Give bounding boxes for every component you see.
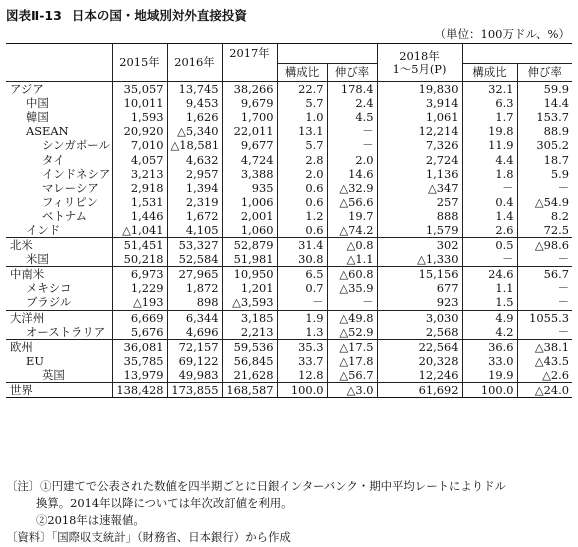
table-row xyxy=(6,124,572,138)
notes xyxy=(6,478,572,546)
cell-g2017: △52.9 xyxy=(327,325,377,340)
table-row xyxy=(6,382,572,397)
row-label: 米国 xyxy=(26,252,49,267)
cell-s2018: － xyxy=(462,181,517,195)
cell-v2018: 1,136 xyxy=(377,167,462,181)
cell-g2017: 2.4 xyxy=(327,96,377,110)
cell-v2017: 1,201 xyxy=(222,281,277,295)
header-2018-blank xyxy=(462,44,517,64)
cell-s2018: － xyxy=(462,252,517,267)
table-row xyxy=(6,354,572,368)
cell-g2018: △54.9 xyxy=(517,195,572,209)
cell-v2017: 10,950 xyxy=(222,267,277,282)
cell-v2018: 677 xyxy=(377,281,462,295)
cell-v2017: △3,593 xyxy=(222,295,277,310)
cell-s2018: 11.9 xyxy=(462,138,517,152)
cell-s2018: 4.4 xyxy=(462,152,517,166)
cell-v2018: 888 xyxy=(377,209,462,223)
header-2017-blank2 xyxy=(327,44,377,64)
table-row xyxy=(6,110,572,124)
cell-v2016: 2,957 xyxy=(167,167,222,181)
cell-v2017: 9,679 xyxy=(222,96,277,110)
cell-s2018: 4.2 xyxy=(462,325,517,340)
cell-s2017: 2.8 xyxy=(277,152,327,166)
header-2015: 2015年 xyxy=(112,44,167,82)
table-row xyxy=(6,82,572,97)
table-row xyxy=(6,138,572,152)
cell-v2015: 5,676 xyxy=(112,325,167,340)
cell-s2018: 2.6 xyxy=(462,223,517,238)
table-row xyxy=(6,252,572,267)
cell-g2017: 14.6 xyxy=(327,167,377,181)
cell-v2018: 2,568 xyxy=(377,325,462,340)
row-label: オーストラリア xyxy=(26,324,106,339)
row-label: 大洋州 xyxy=(6,310,112,325)
cell-s2018: 1.1 xyxy=(462,281,517,295)
cell-v2017: 22,011 xyxy=(222,124,277,138)
cell-g2017: － xyxy=(327,124,377,138)
row-label: タイ xyxy=(42,152,65,167)
cell-g2017: △49.8 xyxy=(327,310,377,325)
row-label: 英国 xyxy=(42,367,65,382)
cell-v2018: 257 xyxy=(377,195,462,209)
cell-v2015: 6,973 xyxy=(112,267,167,282)
cell-s2018: 0.5 xyxy=(462,238,517,253)
cell-v2015: 50,218 xyxy=(112,252,167,267)
cell-g2017: 19.7 xyxy=(327,209,377,223)
cell-v2015: 1,446 xyxy=(112,209,167,223)
cell-g2018: 305.2 xyxy=(517,138,572,152)
cell-v2018: 7,326 xyxy=(377,138,462,152)
cell-v2018: 61,692 xyxy=(377,382,462,397)
row-label: ベトナム xyxy=(42,208,87,223)
note-1-line-2: 換算。2014年以降については年次改訂値を利用。 xyxy=(36,496,293,510)
cell-v2015: 3,213 xyxy=(112,167,167,181)
cell-g2018: 153.7 xyxy=(517,110,572,124)
cell-v2015: 7,010 xyxy=(112,138,167,152)
cell-v2016: △18,581 xyxy=(167,138,222,152)
cell-v2018: 19,830 xyxy=(377,82,462,97)
cell-v2015: 36,081 xyxy=(112,339,167,354)
cell-s2018: 1.5 xyxy=(462,295,517,310)
header-2018-year: 2018年 xyxy=(399,48,440,63)
cell-v2018: 2,724 xyxy=(377,152,462,166)
cell-v2015: 138,428 xyxy=(112,382,167,397)
cell-v2018: 1,061 xyxy=(377,110,462,124)
cell-s2017: 0.6 xyxy=(277,195,327,209)
cell-v2018: 12,246 xyxy=(377,368,462,383)
table-row xyxy=(6,368,572,383)
cell-v2015: 13,979 xyxy=(112,368,167,383)
cell-g2017: △56.6 xyxy=(327,195,377,209)
cell-s2017: 13.1 xyxy=(277,124,327,138)
cell-s2018: 1.8 xyxy=(462,167,517,181)
table-row xyxy=(6,238,572,253)
cell-s2017: 2.0 xyxy=(277,167,327,181)
cell-s2017: － xyxy=(277,295,327,310)
header-2017: 2017年 xyxy=(222,44,277,64)
note-1-line-1: 〔注〕①円建てで公表された数値を四半期ごとに日銀インターバンク・期中平均レートによりドル xyxy=(6,479,506,493)
cell-v2016: 1,626 xyxy=(167,110,222,124)
cell-v2016: 49,983 xyxy=(167,368,222,383)
cell-v2017: 3,388 xyxy=(222,167,277,181)
row-label: インド xyxy=(26,222,61,237)
cell-v2015: 20,920 xyxy=(112,124,167,138)
cell-s2018: 24.6 xyxy=(462,267,517,282)
row-label: 北米 xyxy=(6,238,112,253)
cell-s2017: 1.9 xyxy=(277,310,327,325)
cell-g2018: 14.4 xyxy=(517,96,572,110)
cell-v2016: 1,394 xyxy=(167,181,222,195)
cell-v2018: 1,579 xyxy=(377,223,462,238)
header-growth-2017: 伸び率 xyxy=(327,64,377,82)
cell-v2017: 3,185 xyxy=(222,310,277,325)
cell-g2018: 59.9 xyxy=(517,82,572,97)
row-label: インドネシア xyxy=(42,166,111,181)
cell-g2018: △38.1 xyxy=(517,339,572,354)
cell-s2018: 1.4 xyxy=(462,209,517,223)
cell-v2016: 6,344 xyxy=(167,310,222,325)
cell-v2015: 1,593 xyxy=(112,110,167,124)
row-label: 欧州 xyxy=(6,339,112,354)
cell-v2016: 1,672 xyxy=(167,209,222,223)
cell-g2018: － xyxy=(517,295,572,310)
cell-v2018: △1,330 xyxy=(377,252,462,267)
cell-v2015: 1,531 xyxy=(112,195,167,209)
cell-g2017: 2.0 xyxy=(327,152,377,166)
cell-s2018: 100.0 xyxy=(462,382,517,397)
figure-title-text: 日本の国・地域別対外直接投資 xyxy=(71,8,247,23)
cell-s2018: 19.9 xyxy=(462,368,517,383)
cell-v2015: 2,918 xyxy=(112,181,167,195)
cell-s2018: 32.1 xyxy=(462,82,517,97)
figure-title xyxy=(6,5,247,25)
cell-v2015: 51,451 xyxy=(112,238,167,253)
cell-v2015: 6,669 xyxy=(112,310,167,325)
cell-v2017: 1,700 xyxy=(222,110,277,124)
cell-g2018: △24.0 xyxy=(517,382,572,397)
cell-v2018: 3,914 xyxy=(377,96,462,110)
cell-v2016: 53,327 xyxy=(167,238,222,253)
investment-table xyxy=(6,43,572,398)
header-2017-blank xyxy=(277,44,327,64)
cell-g2018: 72.5 xyxy=(517,223,572,238)
cell-v2016: 13,745 xyxy=(167,82,222,97)
table-row xyxy=(6,195,572,209)
cell-g2017: △74.2 xyxy=(327,223,377,238)
cell-v2016: 27,965 xyxy=(167,267,222,282)
cell-s2017: 6.5 xyxy=(277,267,327,282)
cell-v2015: △193 xyxy=(112,295,167,310)
cell-v2016: 4,105 xyxy=(167,223,222,238)
cell-v2017: 1,006 xyxy=(222,195,277,209)
cell-v2017: 21,628 xyxy=(222,368,277,383)
cell-s2017: 0.6 xyxy=(277,223,327,238)
cell-g2018: △2.6 xyxy=(517,368,572,383)
header-2017-value xyxy=(222,64,277,82)
cell-g2017: － xyxy=(327,295,377,310)
cell-g2018: △43.5 xyxy=(517,354,572,368)
note-2: ②2018年は速報値。 xyxy=(36,513,145,527)
cell-v2015: 1,229 xyxy=(112,281,167,295)
cell-s2017: 100.0 xyxy=(277,382,327,397)
cell-s2017: 0.7 xyxy=(277,281,327,295)
cell-v2018: 15,156 xyxy=(377,267,462,282)
cell-v2017: 1,060 xyxy=(222,223,277,238)
cell-s2017: 12.8 xyxy=(277,368,327,383)
cell-v2018: 3,030 xyxy=(377,310,462,325)
cell-v2018: 22,564 xyxy=(377,339,462,354)
table-row xyxy=(6,339,572,354)
cell-v2018: 20,328 xyxy=(377,354,462,368)
cell-g2017: △35.9 xyxy=(327,281,377,295)
cell-s2017: 1.3 xyxy=(277,325,327,340)
header-2018 xyxy=(377,44,462,82)
cell-g2017: △56.7 xyxy=(327,368,377,383)
cell-g2018: 56.7 xyxy=(517,267,572,282)
header-2018-blank2 xyxy=(517,44,572,64)
cell-s2017: 22.7 xyxy=(277,82,327,97)
cell-s2017: 5.7 xyxy=(277,138,327,152)
cell-g2018: － xyxy=(517,325,572,340)
cell-v2017: 59,536 xyxy=(222,339,277,354)
cell-v2017: 935 xyxy=(222,181,277,195)
cell-s2018: 19.8 xyxy=(462,124,517,138)
unit-label: （単位：100万ドル、%） xyxy=(434,27,570,41)
cell-g2017: － xyxy=(327,138,377,152)
table-row xyxy=(6,209,572,223)
table-row xyxy=(6,281,572,295)
cell-g2018: 18.7 xyxy=(517,152,572,166)
cell-v2016: 173,855 xyxy=(167,382,222,397)
cell-v2017: 2,213 xyxy=(222,325,277,340)
cell-g2018: 5.9 xyxy=(517,167,572,181)
row-label: フィリピン xyxy=(42,194,99,209)
cell-g2018: － xyxy=(517,252,572,267)
cell-g2018: － xyxy=(517,281,572,295)
cell-s2018: 6.3 xyxy=(462,96,517,110)
header-region xyxy=(6,44,112,82)
table-row xyxy=(6,181,572,195)
table-row xyxy=(6,310,572,325)
cell-s2017: 1.0 xyxy=(277,110,327,124)
cell-v2017: 9,677 xyxy=(222,138,277,152)
row-label: ブラジル xyxy=(26,295,72,310)
cell-g2017: △0.8 xyxy=(327,238,377,253)
row-label: ASEAN xyxy=(26,124,69,139)
table-row xyxy=(6,96,572,110)
cell-s2017: 5.7 xyxy=(277,96,327,110)
cell-s2017: 33.7 xyxy=(277,354,327,368)
cell-v2016: 52,584 xyxy=(167,252,222,267)
cell-v2015: 4,057 xyxy=(112,152,167,166)
cell-v2017: 4,724 xyxy=(222,152,277,166)
cell-g2018: 88.9 xyxy=(517,124,572,138)
cell-s2017: 31.4 xyxy=(277,238,327,253)
table-row xyxy=(6,223,572,238)
cell-g2018: △98.6 xyxy=(517,238,572,253)
cell-s2018: 0.4 xyxy=(462,195,517,209)
cell-v2015: 35,057 xyxy=(112,82,167,97)
cell-v2018: 12,214 xyxy=(377,124,462,138)
cell-s2018: 1.7 xyxy=(462,110,517,124)
cell-v2017: 168,587 xyxy=(222,382,277,397)
cell-s2017: 35.3 xyxy=(277,339,327,354)
row-label: メキシコ xyxy=(26,281,72,296)
cell-s2017: 30.8 xyxy=(277,252,327,267)
cell-g2017: △17.5 xyxy=(327,339,377,354)
header-2018-period: 1～5月(P) xyxy=(392,61,447,76)
cell-v2016: 9,453 xyxy=(167,96,222,110)
cell-v2016: 4,696 xyxy=(167,325,222,340)
row-label: 中国 xyxy=(26,96,49,111)
row-label: 世界 xyxy=(6,382,112,397)
cell-v2016: 1,872 xyxy=(167,281,222,295)
cell-v2017: 2,001 xyxy=(222,209,277,223)
header-share-2017: 構成比 xyxy=(277,64,327,82)
row-label: 中南米 xyxy=(6,267,112,282)
row-label: シンガポール xyxy=(42,138,110,153)
cell-v2015: 10,011 xyxy=(112,96,167,110)
cell-s2018: 36.6 xyxy=(462,339,517,354)
header-share-2018: 構成比 xyxy=(462,64,517,82)
cell-g2017: 178.4 xyxy=(327,82,377,97)
table-row xyxy=(6,167,572,181)
cell-g2017: 4.5 xyxy=(327,110,377,124)
cell-v2016: △5,340 xyxy=(167,124,222,138)
cell-s2018: 4.9 xyxy=(462,310,517,325)
row-label: マレーシア xyxy=(42,180,99,195)
table-row xyxy=(6,152,572,166)
header-growth-2018: 伸び率 xyxy=(517,64,572,82)
cell-v2018: 302 xyxy=(377,238,462,253)
cell-v2018: 923 xyxy=(377,295,462,310)
cell-v2018: △347 xyxy=(377,181,462,195)
cell-v2016: 4,632 xyxy=(167,152,222,166)
cell-v2017: 56,845 xyxy=(222,354,277,368)
cell-v2017: 38,266 xyxy=(222,82,277,97)
table-row xyxy=(6,325,572,340)
source-note: 〔資料〕「国際収支統計」（財務省、日本銀行）から作成 xyxy=(6,530,291,544)
cell-v2016: 69,122 xyxy=(167,354,222,368)
cell-g2017: △1.1 xyxy=(327,252,377,267)
cell-v2016: 2,319 xyxy=(167,195,222,209)
row-label: 韓国 xyxy=(26,110,49,125)
cell-s2018: 33.0 xyxy=(462,354,517,368)
figure-number: 図表Ⅱ-13 xyxy=(6,8,62,23)
cell-g2018: － xyxy=(517,181,572,195)
cell-v2017: 52,879 xyxy=(222,238,277,253)
cell-v2016: 898 xyxy=(167,295,222,310)
cell-v2015: 35,785 xyxy=(112,354,167,368)
table-row xyxy=(6,267,572,282)
row-label: アジア xyxy=(10,82,44,97)
cell-v2015: △1,041 xyxy=(112,223,167,238)
cell-g2018: 8.2 xyxy=(517,209,572,223)
cell-v2017: 51,981 xyxy=(222,252,277,267)
cell-v2016: 72,157 xyxy=(167,339,222,354)
cell-g2017: △17.8 xyxy=(327,354,377,368)
row-label: EU xyxy=(26,353,44,368)
cell-g2017: △32.9 xyxy=(327,181,377,195)
table-body xyxy=(6,82,572,398)
cell-g2017: △3.0 xyxy=(327,382,377,397)
cell-s2017: 0.6 xyxy=(277,181,327,195)
cell-g2018: 1055.3 xyxy=(517,310,572,325)
cell-s2017: 1.2 xyxy=(277,209,327,223)
cell-g2017: △60.8 xyxy=(327,267,377,282)
table-row xyxy=(6,295,572,310)
header-2016: 2016年 xyxy=(167,44,222,82)
